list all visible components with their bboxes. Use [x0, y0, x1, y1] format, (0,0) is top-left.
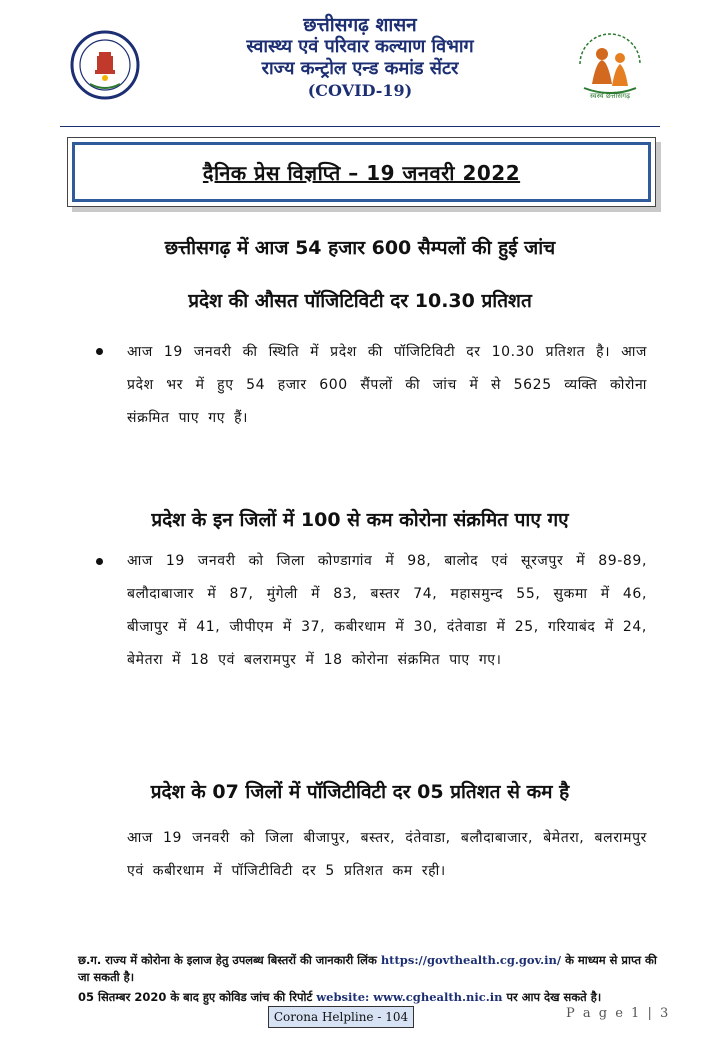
headline-low-positivity: प्रदेश के 07 जिलों में पॉजिटीविटी दर 05 प्रतिशत से कम है: [150, 781, 570, 803]
press-release-title-box: [67, 137, 656, 207]
footer-beds-note: छ.ग. राज्य में कोरोना के इलाज हेतु उपलब्ध बिस्तरों की जानकारी लिंक https://govthealth.cg.gov.in/ के माध्यम से प्राप्त की जा सकती है।: [78, 953, 657, 984]
helpline-badge: Corona Helpline - 104: [268, 1006, 414, 1028]
bullet-icon: [96, 558, 106, 568]
page-number: P a g e 1 | 3: [566, 1006, 671, 1021]
centre-name: राज्य कन्ट्रोल एन्ड कमांड सेंटर: [261, 58, 459, 79]
covid-label: (COVID-19): [307, 81, 413, 100]
headline-samples: छत्तीसगढ़ में आज 54 हजार 600 सैम्पलों की हुई जांच: [164, 237, 556, 259]
department-name: स्वास्थ्य एवं परिवार कल्याण विभाग: [246, 36, 474, 57]
beds-link[interactable]: https://govthealth.cg.gov.in/: [380, 953, 562, 967]
letterhead-text: [160, 14, 560, 102]
header-divider: [60, 126, 660, 127]
logo-caption: स्वस्थ छत्तीसगढ़: [589, 92, 631, 100]
paragraph-positivity: आज 19 जनवरी की स्थिति में प्रदेश की पॉजिटिविटी दर 10.30 प्रतिशत है। आज प्रदेश भर में हुए 54 हजार 600 सैंपलों की जांच में से 5625 व्यक्ति कोरोना संक्रमित पाए गए हैं।: [127, 344, 647, 426]
paragraph-districts: आज 19 जनवरी को जिला कोण्डागांव में 98, बालोद एवं सूरजपुर में 89-89, बलौदाबाजार में 87, मुंगेली में 83, बस्तर 74, महासमुन्द 55, सुकमा में 46, बीजापुर में 41, जीपीएम में 37, कबीरधाम में 30, दंतेवाडा में 25, गरियाबंद में 24, बेमेतरा में 18 एवं बलरामपुर में 18 कोरोना संक्रमित पाए गए।: [127, 553, 647, 668]
govt-name: छत्तीसगढ़ शासन: [303, 14, 417, 36]
bullet-icon: [96, 348, 106, 358]
footer-report-note: 05 सितम्बर 2020 के बाद हुए कोविड जांच की रिपोर्ट website: www.cghealth.nic.in पर आप देख सकते है।: [78, 990, 602, 1004]
report-website-link[interactable]: website: www.cghealth.nic.in: [316, 990, 503, 1004]
headline-positivity: प्रदेश की औसत पॉजिटिविटी दर 10.30 प्रतिशत: [188, 290, 532, 312]
paragraph-low-positivity: आज 19 जनवरी को जिला बीजापुर, बस्तर, दंतेवाडा, बलौदाबाजार, बेमेतरा, बलरामपुर एवं कबीरधाम में पॉजिटीविटी दर 5 प्रतिशत कम रही।: [127, 830, 647, 879]
letterhead: [0, 0, 720, 128]
press-release-title: दैनिक प्रेस विज्ञप्ति – 19 जनवरी 2022: [202, 160, 521, 185]
chhattisgarh-emblem-icon: [70, 30, 140, 100]
headline-districts-below-100: प्रदेश के इन जिलों में 100 से कम कोरोना संक्रमित पाए गए: [151, 509, 569, 531]
